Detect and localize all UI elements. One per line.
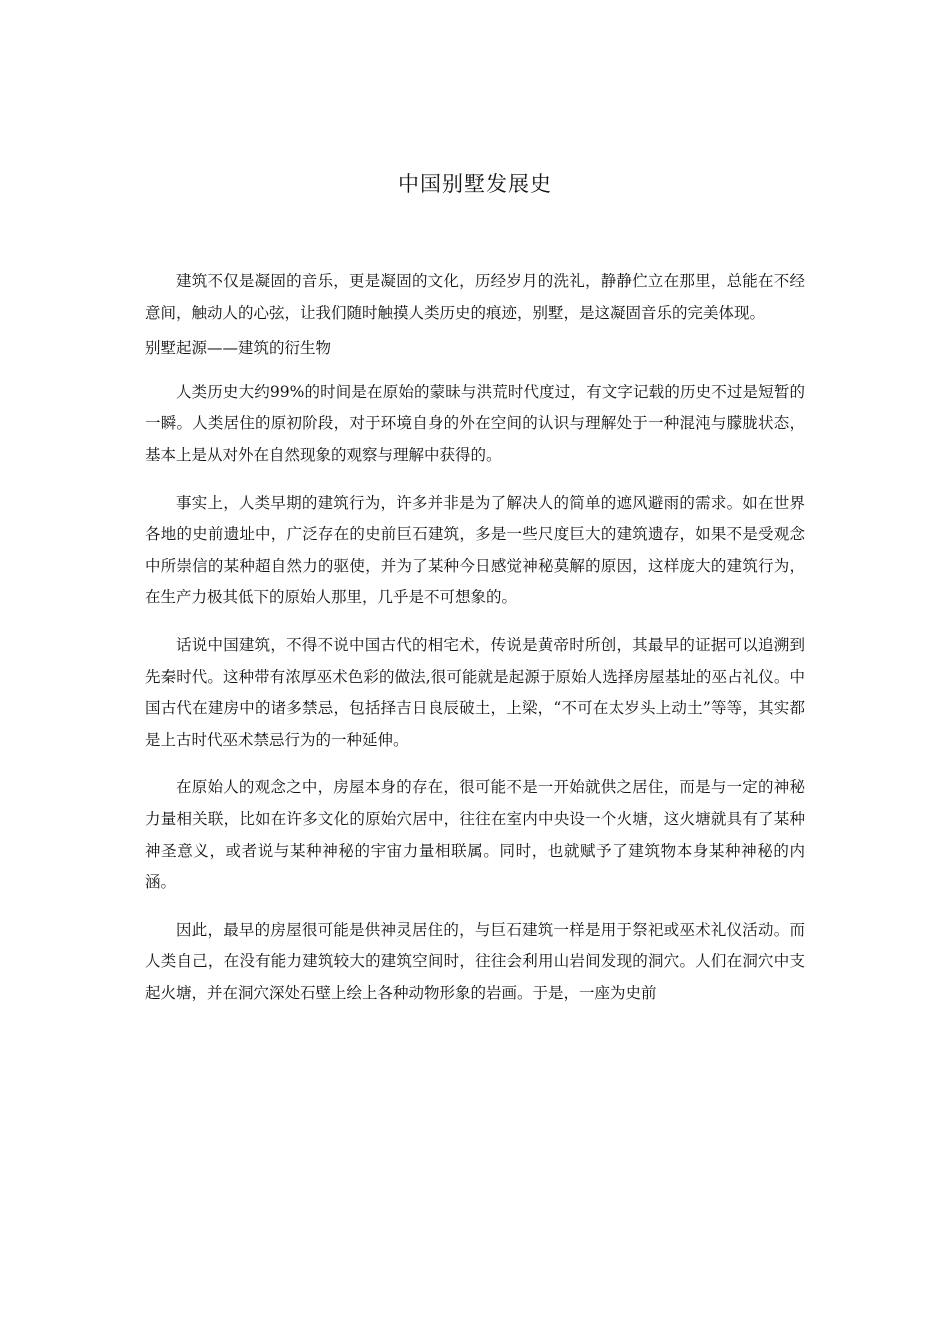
document-body — [145, 266, 805, 1025]
body-paragraph: 因此，最早的房屋很可能是供神灵居住的，与巨石建筑一样是用于祭祀或巫术礼仪活动。而人类自己，在没有能力建筑较大的建筑空间时，往往会利用山岩间发现的洞穴。人们在洞穴中支起火塘，并在洞穴深处石壁上绘上各种动物形象的岩画。于是，一座为史前 — [145, 920, 805, 1002]
section-heading: 别墅起源——建筑的衍生物 — [145, 339, 332, 358]
page-title: 中国别墅发展史 — [398, 172, 552, 196]
body-paragraph: 事实上，人类早期的建筑行为，许多并非是为了解决人的简单的遮风避雨的需求。如在世界各地的史前遗址中，广泛存在的史前巨石建筑，多是一些尺度巨大的建筑遗存，如果不是受观念中所崇信的某种超自然力的驱使，并为了某种今日感觉神秘莫解的原因，这样庞大的建筑行为，在生产力极其低下的原始人那里，几乎是不可想象的。 — [145, 493, 805, 607]
body-paragraph: 话说中国建筑，不得不说中国古代的相宅术，传说是黄帝时所创，其最早的证据可以追溯到先秦时代。这种带有浓厚巫术色彩的做法,很可能就是起源于原始人选择房屋基址的巫占礼仪。中国古代在建房中的诸多禁忌，包括择吉日良辰破土，上梁，“不可在太岁头上动土”等等，其实都是上古时代巫术禁忌行为的一种延伸。 — [145, 635, 805, 749]
body-paragraph: 在原始人的观念之中，房屋本身的存在，很可能不是一开始就供之居住，而是与一定的神秘力量相关联，比如在许多文化的原始穴居中，往往在室内中央设一个火塘，这火塘就具有了某种神圣意义，或者说与某种神秘的宇宙力量相联属。同时，也就赋予了建筑物本身某种神秘的内涵。 — [145, 778, 805, 892]
intro-paragraph: 建筑不仅是凝固的音乐，更是凝固的文化，历经岁月的洗礼，静静伫立在那里，总能在不经意间，触动人的心弦，让我们随时触摸人类历史的痕迹，别墅，是这凝固音乐的完美体现。 — [145, 272, 805, 322]
body-paragraph: 人类历史大约99%的时间是在原始的蒙昧与洪荒时代度过，有文字记载的历史不过是短暂的一瞬。人类居住的原初阶段，对于环境自身的外在空间的认识与理解处于一种混沌与朦胧状态，基本上是从对外在自然现象的观察与理解中获得的。 — [145, 382, 805, 464]
